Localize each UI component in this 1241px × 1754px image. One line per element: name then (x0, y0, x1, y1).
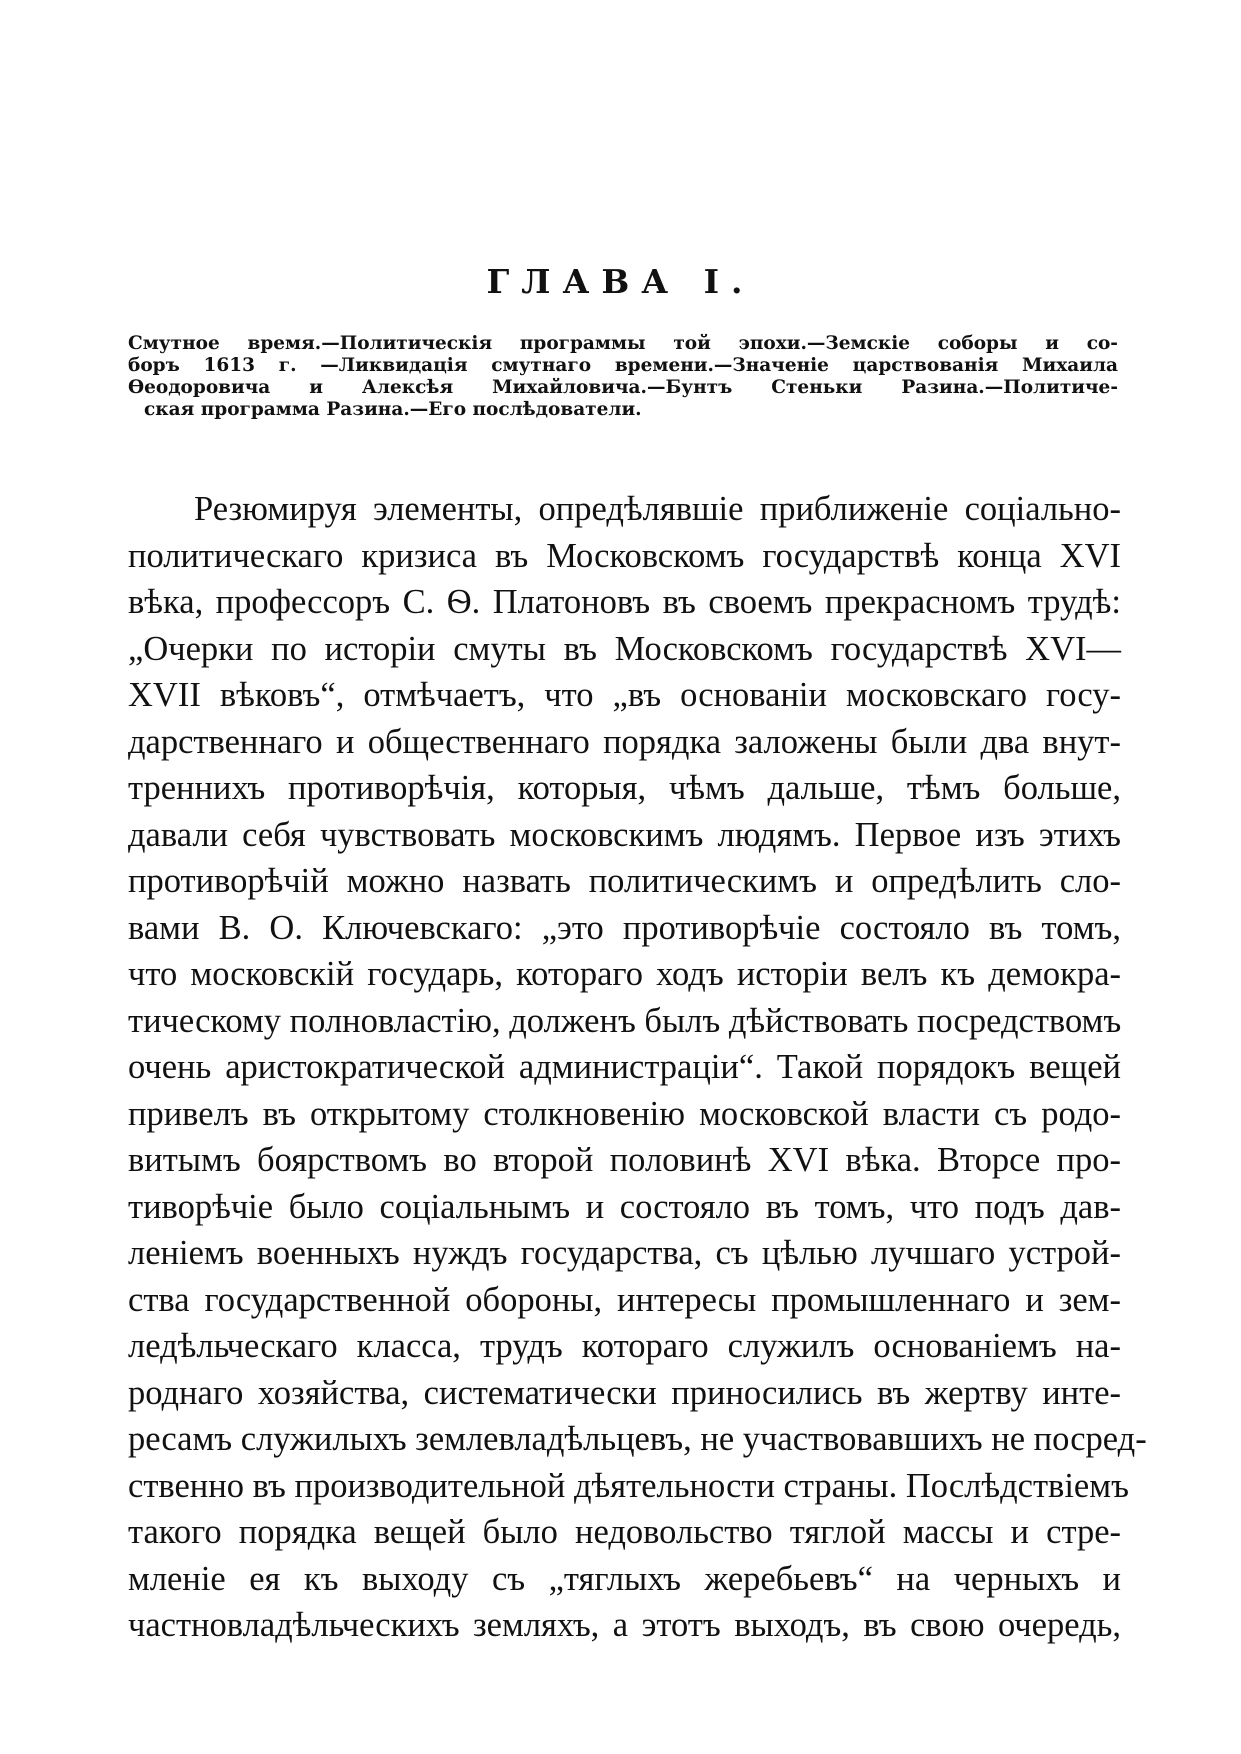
body-line: XVII вѣковъ“, отмѣчаетъ, что „въ основаніи московскаго госу- (128, 676, 1121, 714)
body-paragraph (128, 486, 1147, 1649)
body-line: треннихъ противорѣчія, которыя, чѣмъ дальше, тѣмъ больше, (128, 769, 1121, 807)
body-line: политическаго кризиса въ Московскомъ государствѣ конца XVI (128, 536, 1121, 575)
chapter-summary (128, 333, 1118, 421)
summary-line: Өеодоровича и Алексѣя Михайловича.—Бунтъ Стеньки Разина.—Политиче- (128, 377, 1118, 398)
chapter-title: ГЛАВА I. (486, 262, 755, 301)
body-line: тическому полновластію, долженъ былъ дѣйствовать посредствомъ (128, 1001, 1122, 1040)
body-line: тиворѣчіе было соціальнымъ и состояло въ томъ, что подъ дав- (128, 1187, 1121, 1226)
body-line: давали себя чувствовать московскимъ людямъ. Первое изъ этихъ (128, 815, 1121, 854)
summary-line: ская программа Разина.—Его послѣдователи. (144, 399, 642, 420)
body-line: витымъ боярствомъ во второй половинѣ XVI вѣка. Вторсе про- (128, 1141, 1121, 1179)
body-line: ства государственной обороны, интересы промышленнаго и зем- (128, 1280, 1121, 1319)
body-line: леніемъ военныхъ нуждъ государства, съ цѣлью лучшаго устрой- (128, 1234, 1121, 1272)
body-line: очень аристократической администраціи“. Такой порядокъ вещей (128, 1048, 1121, 1086)
body-line: мленіе ея къ выходу съ „тяглыхъ жеребьевъ“ на черныхъ и (128, 1559, 1121, 1598)
body-line: что московскій государь, котораго ходъ исторіи велъ къ демокра- (128, 955, 1121, 993)
body-line: противорѣчій можно назвать политическимъ и опредѣлить сло- (128, 862, 1121, 900)
body-line: дарственнаго и общественнаго порядка заложены были два внут- (128, 722, 1121, 761)
body-line: ледѣльческаго класса, трудъ котораго служилъ основаніемъ на- (128, 1327, 1121, 1365)
summary-line: Смутное время.—Политическія программы той эпохи.—Земскіе соборы и со- (128, 333, 1118, 354)
body-line: привелъ въ открытому столкновенію московской власти съ родо- (128, 1094, 1121, 1133)
body-line: ресамъ служилыхъ землевладѣльцевъ, не участвовавшихъ не посред- (128, 1420, 1147, 1458)
summary-line: боръ 1613 г. —Ликвидація смутнаго времени.—Значеніе царствованія Михаила (128, 355, 1118, 376)
body-line: вами В. О. Ключевскаго: „это противорѣчіе состояло въ томъ, (128, 908, 1121, 947)
body-line: Резюмируя элементы, опредѣлявшіе приближеніе соціально- (194, 490, 1121, 528)
body-line: частновладѣльческихъ земляхъ, а этотъ выходъ, въ свою очередь, (128, 1606, 1121, 1644)
body-line: роднаго хозяйства, систематически приносились въ жертву инте- (128, 1373, 1121, 1412)
body-line: такого порядка вещей было недовольство тяглой массы и стре- (128, 1513, 1121, 1551)
body-line: ственно въ производительной дѣятельности страны. Послѣдствіемъ (128, 1466, 1129, 1505)
body-line: вѣка, профессоръ С. Ѳ. Платоновъ въ своемъ прекрасномъ трудѣ: (128, 583, 1121, 621)
body-line: „Очерки по исторіи смуты въ Московскомъ государствѣ XVI— (128, 629, 1121, 668)
